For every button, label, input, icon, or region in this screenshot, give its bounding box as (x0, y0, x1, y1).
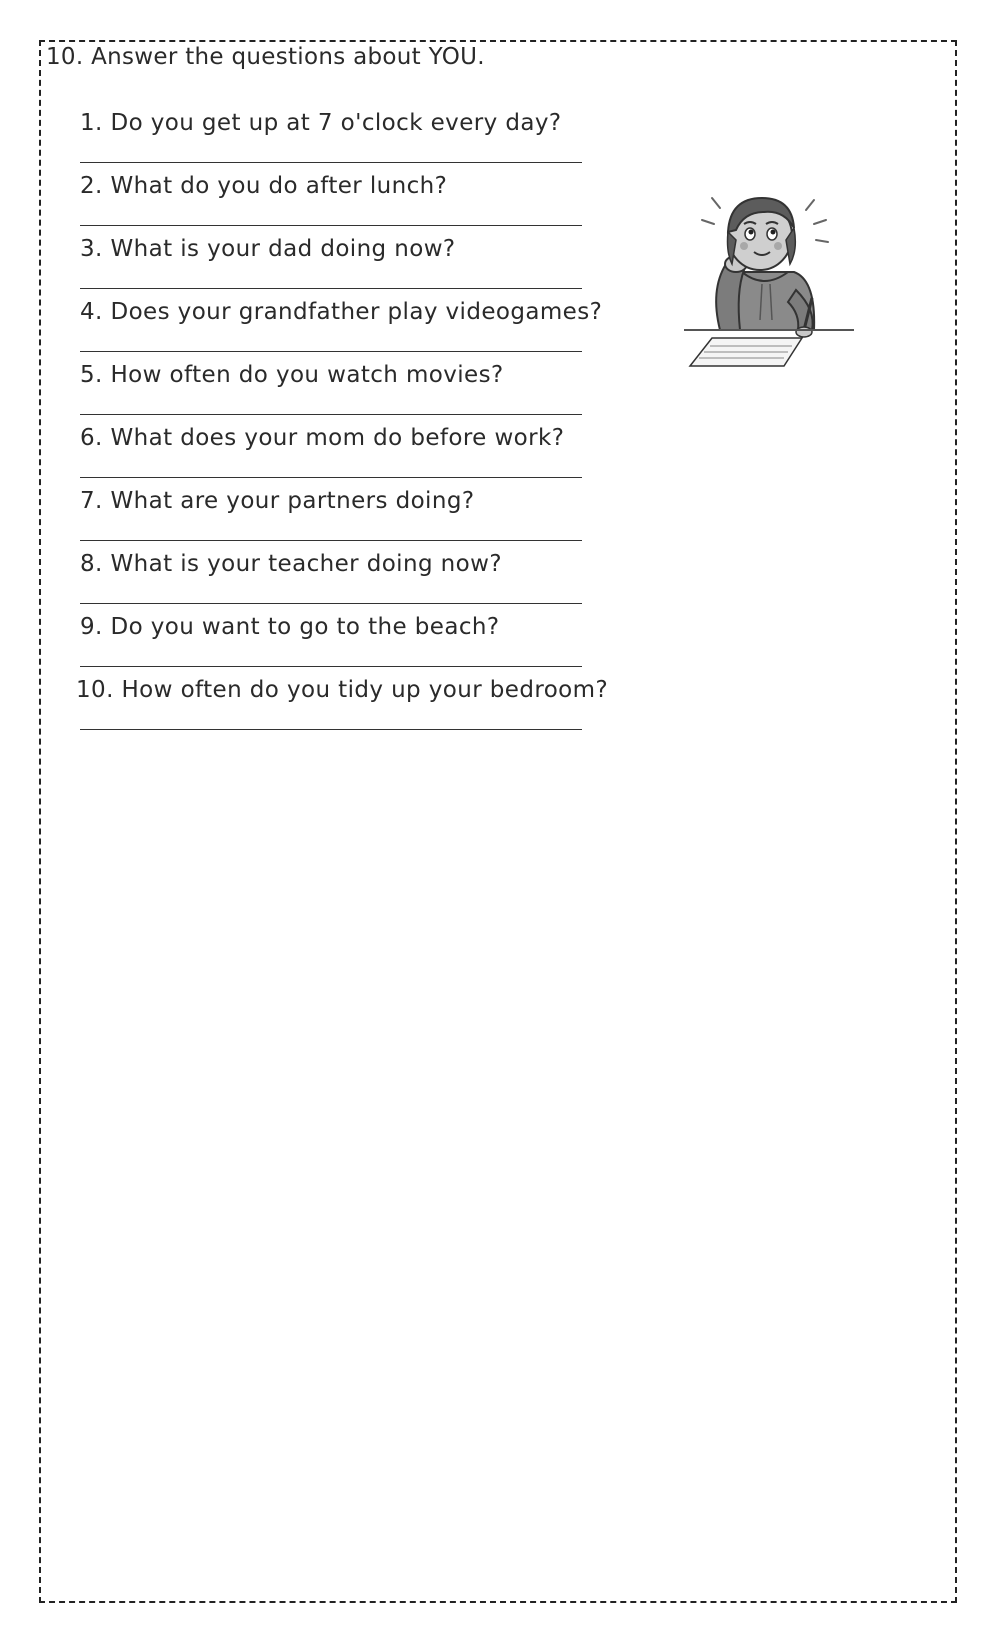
exercise-title: 10. Answer the questions about YOU. (46, 44, 485, 70)
answer-field-3[interactable] (80, 288, 582, 289)
answer-field-9[interactable] (80, 666, 582, 667)
answer-field-2[interactable] (80, 225, 582, 226)
thinking-student-icon (684, 180, 854, 376)
answer-field-5[interactable] (80, 414, 582, 415)
answer-field-1[interactable] (80, 162, 582, 163)
question-2: 2. What do you do after lunch? (80, 173, 448, 199)
question-1: 1. Do you get up at 7 o'clock every day? (80, 110, 562, 136)
question-8: 8. What is your teacher doing now? (80, 551, 502, 577)
answer-field-7[interactable] (80, 540, 582, 541)
question-3: 3. What is your dad doing now? (80, 236, 456, 262)
answer-field-10[interactable] (80, 729, 582, 730)
answer-field-6[interactable] (80, 477, 582, 478)
answer-field-4[interactable] (80, 351, 582, 352)
question-5: 5. How often do you watch movies? (80, 362, 504, 388)
question-7: 7. What are your partners doing? (80, 488, 475, 514)
question-9: 9. Do you want to go to the beach? (80, 614, 500, 640)
question-4: 4. Does your grandfather play videogames? (80, 299, 603, 325)
answer-field-8[interactable] (80, 603, 582, 604)
question-6: 6. What does your mom do before work? (80, 425, 565, 451)
question-10: 10. How often do you tidy up your bedroom? (76, 677, 609, 703)
